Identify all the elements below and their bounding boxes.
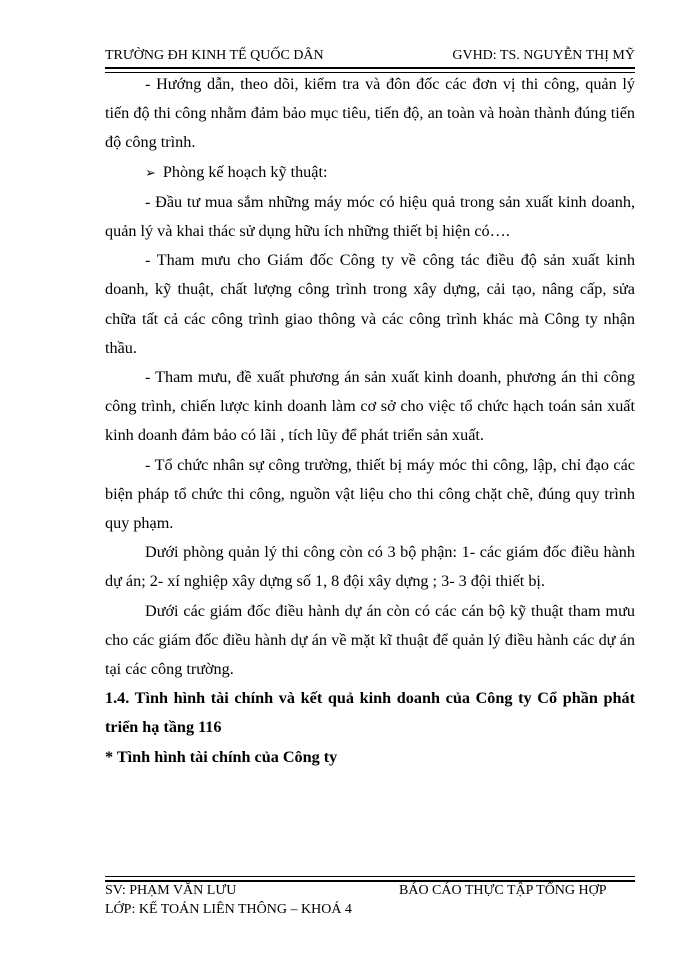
header-school: TRƯỜNG ĐH KINH TẾ QUỐC DÂN (105, 48, 324, 63)
header-supervisor: GVHD: TS. NGUYỄN THỊ MỸ (452, 48, 635, 63)
footer-student: SV: PHẠM VĂN LƯU (105, 883, 237, 898)
paragraph-business-plan: - Tham mưu, đề xuất phương án sản xuất kinh doanh, phương án thi công công trình, chiến lược kinh doanh làm cơ sở cho việc tổ chức hạch toán sản xuất kinh doanh đảm bảo có lãi , tích lũy để phát triển sản xuất. (105, 368, 635, 445)
planning-dept-label: Phòng kế hoạch kỹ thuật: (162, 162, 328, 181)
page-body (105, 70, 635, 772)
paragraph-departments: Dưới phòng quản lý thi công còn có 3 bộ phận: 1- các giám đốc điều hành dự án; 2- xí nghiệp xây dựng số 1, 8 đội xây dựng ; 3- 3 đội thiết bị. (105, 543, 635, 591)
footer-report-title: BÁO CÁO THỰC TẬP TỔNG HỢP (399, 883, 607, 898)
page-footer (105, 881, 635, 919)
subsection-heading: * Tình hình tài chính của Công ty (105, 747, 338, 766)
paragraph-site-organization: - Tổ chức nhân sự công trường, thiết bị máy móc thi công, lập, chỉ đạo các biện pháp tổ chức thi công, nguồn vật liệu cho thi công chặt chẽ, đúng quy trình quy phạm. (105, 455, 635, 533)
paragraph-planning-dept (105, 158, 635, 188)
page-header (105, 48, 635, 68)
paragraph-project-directors: Dưới các giám đốc điều hành dự án còn có các cán bộ kỹ thuật tham mưu cho các giám đốc điều hành dự án về mặt kĩ thuật để quản lý điều hành các dự án tại các công trường. (105, 601, 635, 679)
section-heading: 1.4. Tình hình tài chính và kết quả kinh doanh của Công ty Cổ phần phát triển hạ tầng 116 (105, 689, 635, 737)
arrow-bullet-icon: ➢ (145, 165, 156, 181)
paragraph-investment: - Đầu tư mua sắm những máy móc có hiệu quả trong sản xuất kinh doanh, quản lý và khai thác sử dụng hữu ích những thiết bị hiện có…. (105, 192, 635, 241)
footer-class: LỚP: KẾ TOÁN LIÊN THÔNG – KHOÁ 4 (105, 902, 352, 917)
paragraph-advisory: - Tham mưu cho Giám đốc Công ty về công tác điều độ sản xuất kinh doanh, kỹ thuật, chất lượng công trình trong xây dựng, cải tạo, nâng cấp, sửa chữa tất cả các công trình giao thông và các công trình khác mà Công ty nhận thầu. (105, 251, 635, 357)
paragraph-construction-duties: - Hướng dẫn, theo dõi, kiểm tra và đôn đốc các đơn vị thi công, quản lý tiến độ thi công nhằm đảm bảo mục tiêu, tiến độ, an toàn và hoàn thành đúng tiến độ công trình. (105, 75, 635, 152)
